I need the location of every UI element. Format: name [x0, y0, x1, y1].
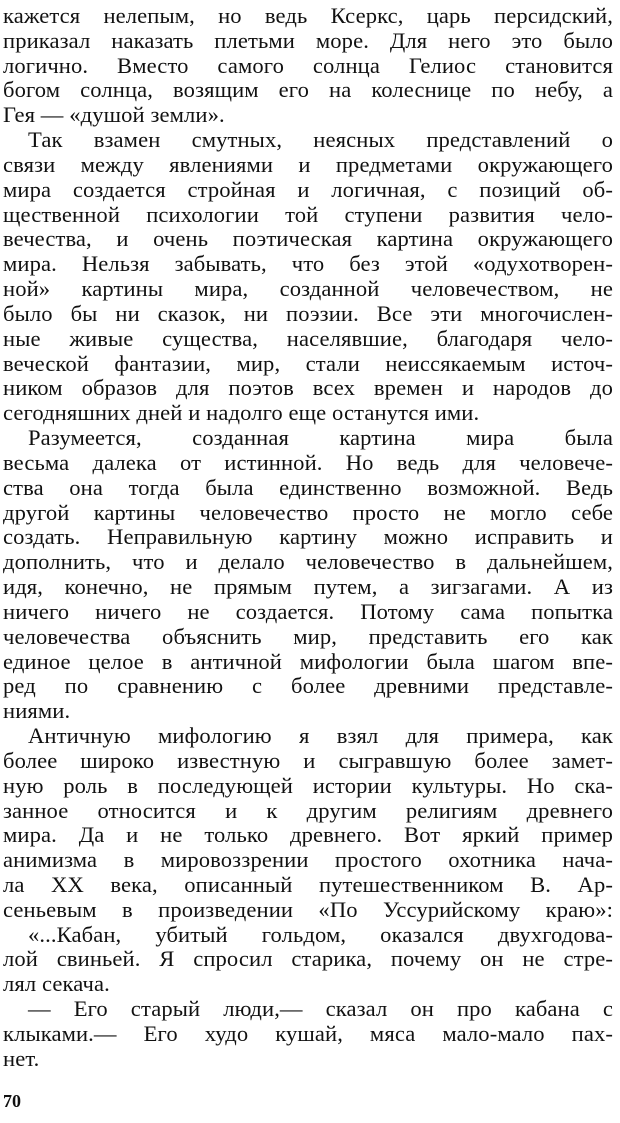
- text-line: веческой фантазии, мир, стали неиссякаемым источ-: [3, 350, 613, 376]
- text-line: ником образов для поэтов всех времен и народов до: [3, 375, 613, 401]
- text-line: сеньевым в произведении «По Уссурийскому краю»:: [3, 896, 613, 922]
- text-line: «...Кабан, убитый гольдом, оказался двухгодова-: [28, 921, 613, 947]
- page-number: 70: [3, 1091, 21, 1111]
- page-text: [3, 4, 613, 1072]
- text-line: дополнить, что и делало человечество в дальнейшем,: [3, 549, 613, 575]
- text-line: ла XX века, описанный путешественником В. Ар-: [3, 871, 613, 897]
- text-line: сегодняшних дней и надолго еще останутся ими.: [3, 400, 480, 426]
- text-line: Так взамен смутных, неясных представлений о: [28, 127, 613, 153]
- text-line: мира. Да и не только древнего. Вот яркий пример: [3, 822, 613, 848]
- text-line: ниями.: [3, 698, 71, 724]
- text-line: щественной психологии той ступени развития чело-: [3, 201, 613, 227]
- text-line: идя, конечно, не прямым путем, а зигзагами. А из: [3, 574, 613, 600]
- text-line: нет.: [3, 1045, 40, 1071]
- text-line: занное относится и к другим религиям древнего: [3, 797, 613, 823]
- text-line: весьма далека от истинной. Но ведь для человече-: [3, 449, 613, 475]
- text-line: богом солнца, возящим его на колеснице по небу, а: [3, 77, 613, 103]
- text-line: приказал наказать плетьми море. Для него это было: [3, 27, 613, 53]
- text-line: вечества, и очень поэтическая картина окружающего: [3, 226, 613, 252]
- text-line: Античную мифологию я взял для примера, как: [28, 723, 613, 749]
- text-line: единое целое в античной мифологии была шагом впе-: [3, 648, 613, 674]
- text-line: — Его старый люди,— сказал он про кабана с: [28, 996, 613, 1022]
- text-line: ред по сравнению с более древними представле-: [3, 673, 613, 699]
- text-line: Гея — «душой земли».: [3, 102, 225, 128]
- text-line: ства она тогда была единственно возможной. Ведь: [3, 474, 613, 500]
- text-line: было бы ни сказок, ни поэзии. Все эти многочислен-: [3, 300, 613, 326]
- text-line: логично. Вместо самого солнца Гелиос становится: [3, 52, 613, 78]
- text-line: более широко известную и сыгравшую более замет-: [3, 747, 613, 773]
- text-line: создать. Неправильную картину можно исправить и: [3, 524, 613, 550]
- text-line: мира. Нельзя забывать, что без этой «одухотворен-: [3, 251, 613, 277]
- text-line: лял секача.: [3, 971, 110, 997]
- text-line: Разумеется, созданная картина мира была: [28, 425, 613, 451]
- text-line: клыками.— Его худо кушай, мяса мало-мало пах-: [3, 1020, 613, 1046]
- text-line: мира создается стройная и логичная, с позиций об-: [3, 176, 613, 202]
- text-line: лой свиньей. Я спросил старика, почему он не стре-: [3, 946, 613, 972]
- text-line: анимизма в мировоззрении простого охотника нача-: [3, 847, 613, 873]
- text-line: ной» картины мира, созданной человечеством, не: [3, 276, 613, 302]
- text-line: ные живые существа, населявшие, благодаря чело-: [3, 325, 613, 351]
- text-line: человечества объяснить мир, представить его как: [3, 623, 613, 649]
- text-line: кажется нелепым, но ведь Ксеркс, царь персидский,: [3, 3, 613, 28]
- text-line: ную роль в последующей истории культуры. Но ска-: [3, 772, 613, 798]
- text-line: другой картины человечество просто не могло себе: [3, 499, 613, 525]
- text-line: ничего ничего не создается. Потому сама попытка: [3, 598, 613, 624]
- text-line: связи между явлениями и предметами окружающего: [3, 151, 613, 177]
